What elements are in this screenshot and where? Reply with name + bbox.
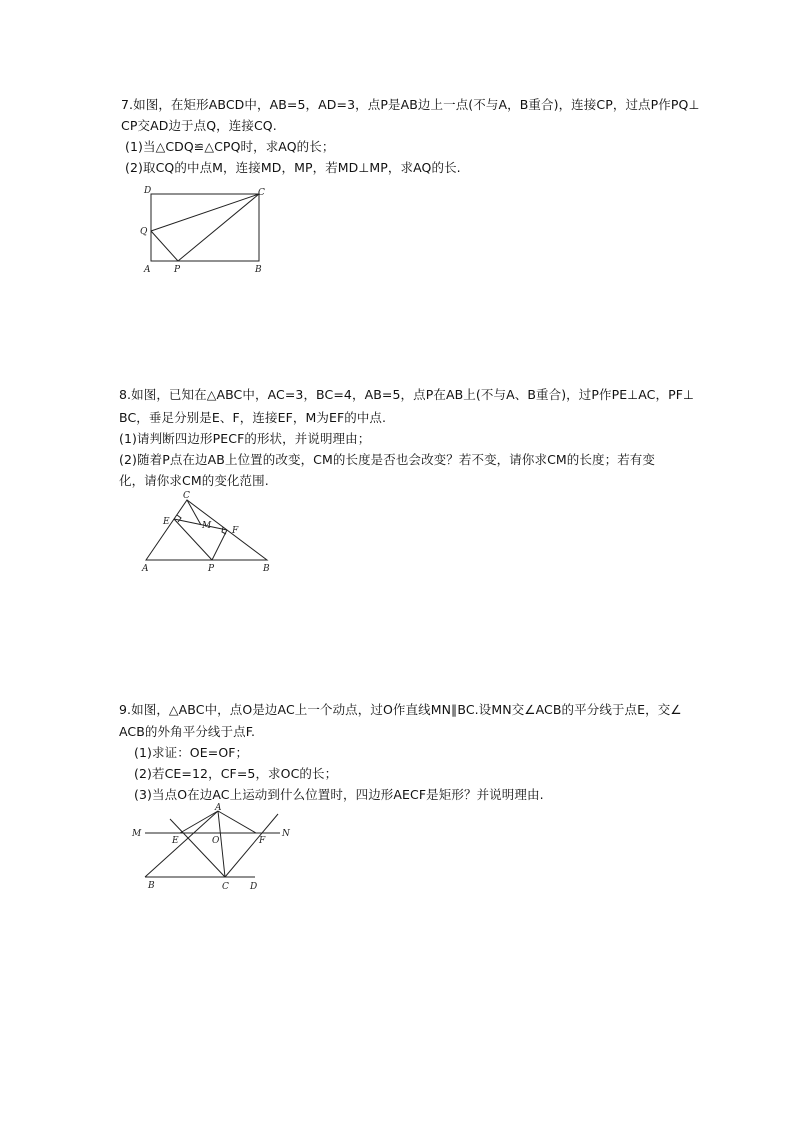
- label-p: P: [174, 265, 181, 275]
- problem-9-question-2: (2)若CE=12，CF=5，求OC的长；: [134, 766, 338, 781]
- label-d: D: [144, 186, 152, 196]
- problem-9-question-3: (3)当点O在边AC上运动到什么位置时，四边形AECF是矩形？并说明理由.: [134, 787, 544, 802]
- bisector-ce: [170, 819, 225, 877]
- problem-8-figure: [136, 490, 286, 575]
- problem-9-line-1: 9.如图，△ABC中，点O是边AC上一个动点，过O作直线MN∥BC.设MN交∠ACB的平分线于点E，交∠: [119, 702, 682, 717]
- problem-9-line-2: ACB的外角平分线于点F.: [119, 724, 256, 739]
- right-angle-e: [177, 515, 181, 522]
- problem-8-line-2: BC，垂足分别是E、F，连接EF，M为EF的中点.: [119, 410, 387, 425]
- label-p: P: [208, 564, 215, 574]
- label-c: C: [258, 188, 265, 198]
- segment-qc: [151, 194, 259, 231]
- problem-9-figure: [130, 805, 300, 895]
- segment-fa: [218, 811, 256, 833]
- problem-8-question-2-cont: 化，请你求CM的变化范围.: [119, 473, 269, 488]
- label-a: A: [215, 803, 222, 813]
- label-e: E: [163, 517, 170, 527]
- problem-7-figure: [136, 182, 276, 277]
- segment-pc: [178, 194, 259, 261]
- label-f: F: [232, 526, 239, 536]
- label-b: B: [255, 265, 262, 275]
- label-b: B: [148, 881, 155, 891]
- ext-bisector-cf: [225, 814, 278, 877]
- problem-8-line-1: 8.如图，已知在△ABC中，AC=3，BC=4，AB=5，点P在AB上(不与A、B重合)，过P作PE⊥AC，PF⊥: [119, 387, 695, 402]
- problem-8-question-1: (1)请判断四边形PECF的形状，并说明理由；: [119, 431, 371, 446]
- rectangle-abcd: [151, 194, 259, 261]
- segment-fp: [212, 530, 227, 560]
- label-n: N: [282, 829, 290, 839]
- label-o: O: [212, 836, 220, 846]
- label-b: B: [263, 564, 270, 574]
- label-c: C: [222, 882, 229, 892]
- label-q: Q: [140, 227, 148, 237]
- label-c: C: [183, 491, 190, 501]
- segment-ba: [145, 811, 218, 877]
- problem-7-line-1: 7.如图，在矩形ABCD中，AB=5，AD=3，点P是AB边上一点(不与A，B重合)，连接CP，过点P作PQ⊥: [121, 97, 700, 112]
- problem-9-question-1: (1)求证：OE=OF；: [134, 745, 249, 760]
- problem-7-question-1: (1)当△CDQ≌△CPQ时，求AQ的长；: [125, 139, 335, 154]
- label-a: A: [142, 564, 149, 574]
- segment-ea: [180, 811, 218, 833]
- segment-cm: [187, 500, 201, 525]
- label-e: E: [172, 836, 179, 846]
- problem-8-question-2: (2)随着P点在边AB上位置的改变，CM的长度是否也会改变？若不变，请你求CM的长度；若有变: [119, 452, 655, 467]
- problem-7-question-2: (2)取CQ的中点M，连接MD，MP，若MD⊥MP，求AQ的长.: [125, 160, 461, 175]
- label-d: D: [250, 882, 258, 892]
- label-a: A: [144, 265, 151, 275]
- segment-qp: [151, 231, 178, 261]
- label-f: F: [259, 836, 266, 846]
- label-m: M: [202, 521, 212, 531]
- label-m: M: [132, 829, 142, 839]
- problem-7-line-2: CP交AD边于点Q，连接CQ.: [121, 118, 277, 133]
